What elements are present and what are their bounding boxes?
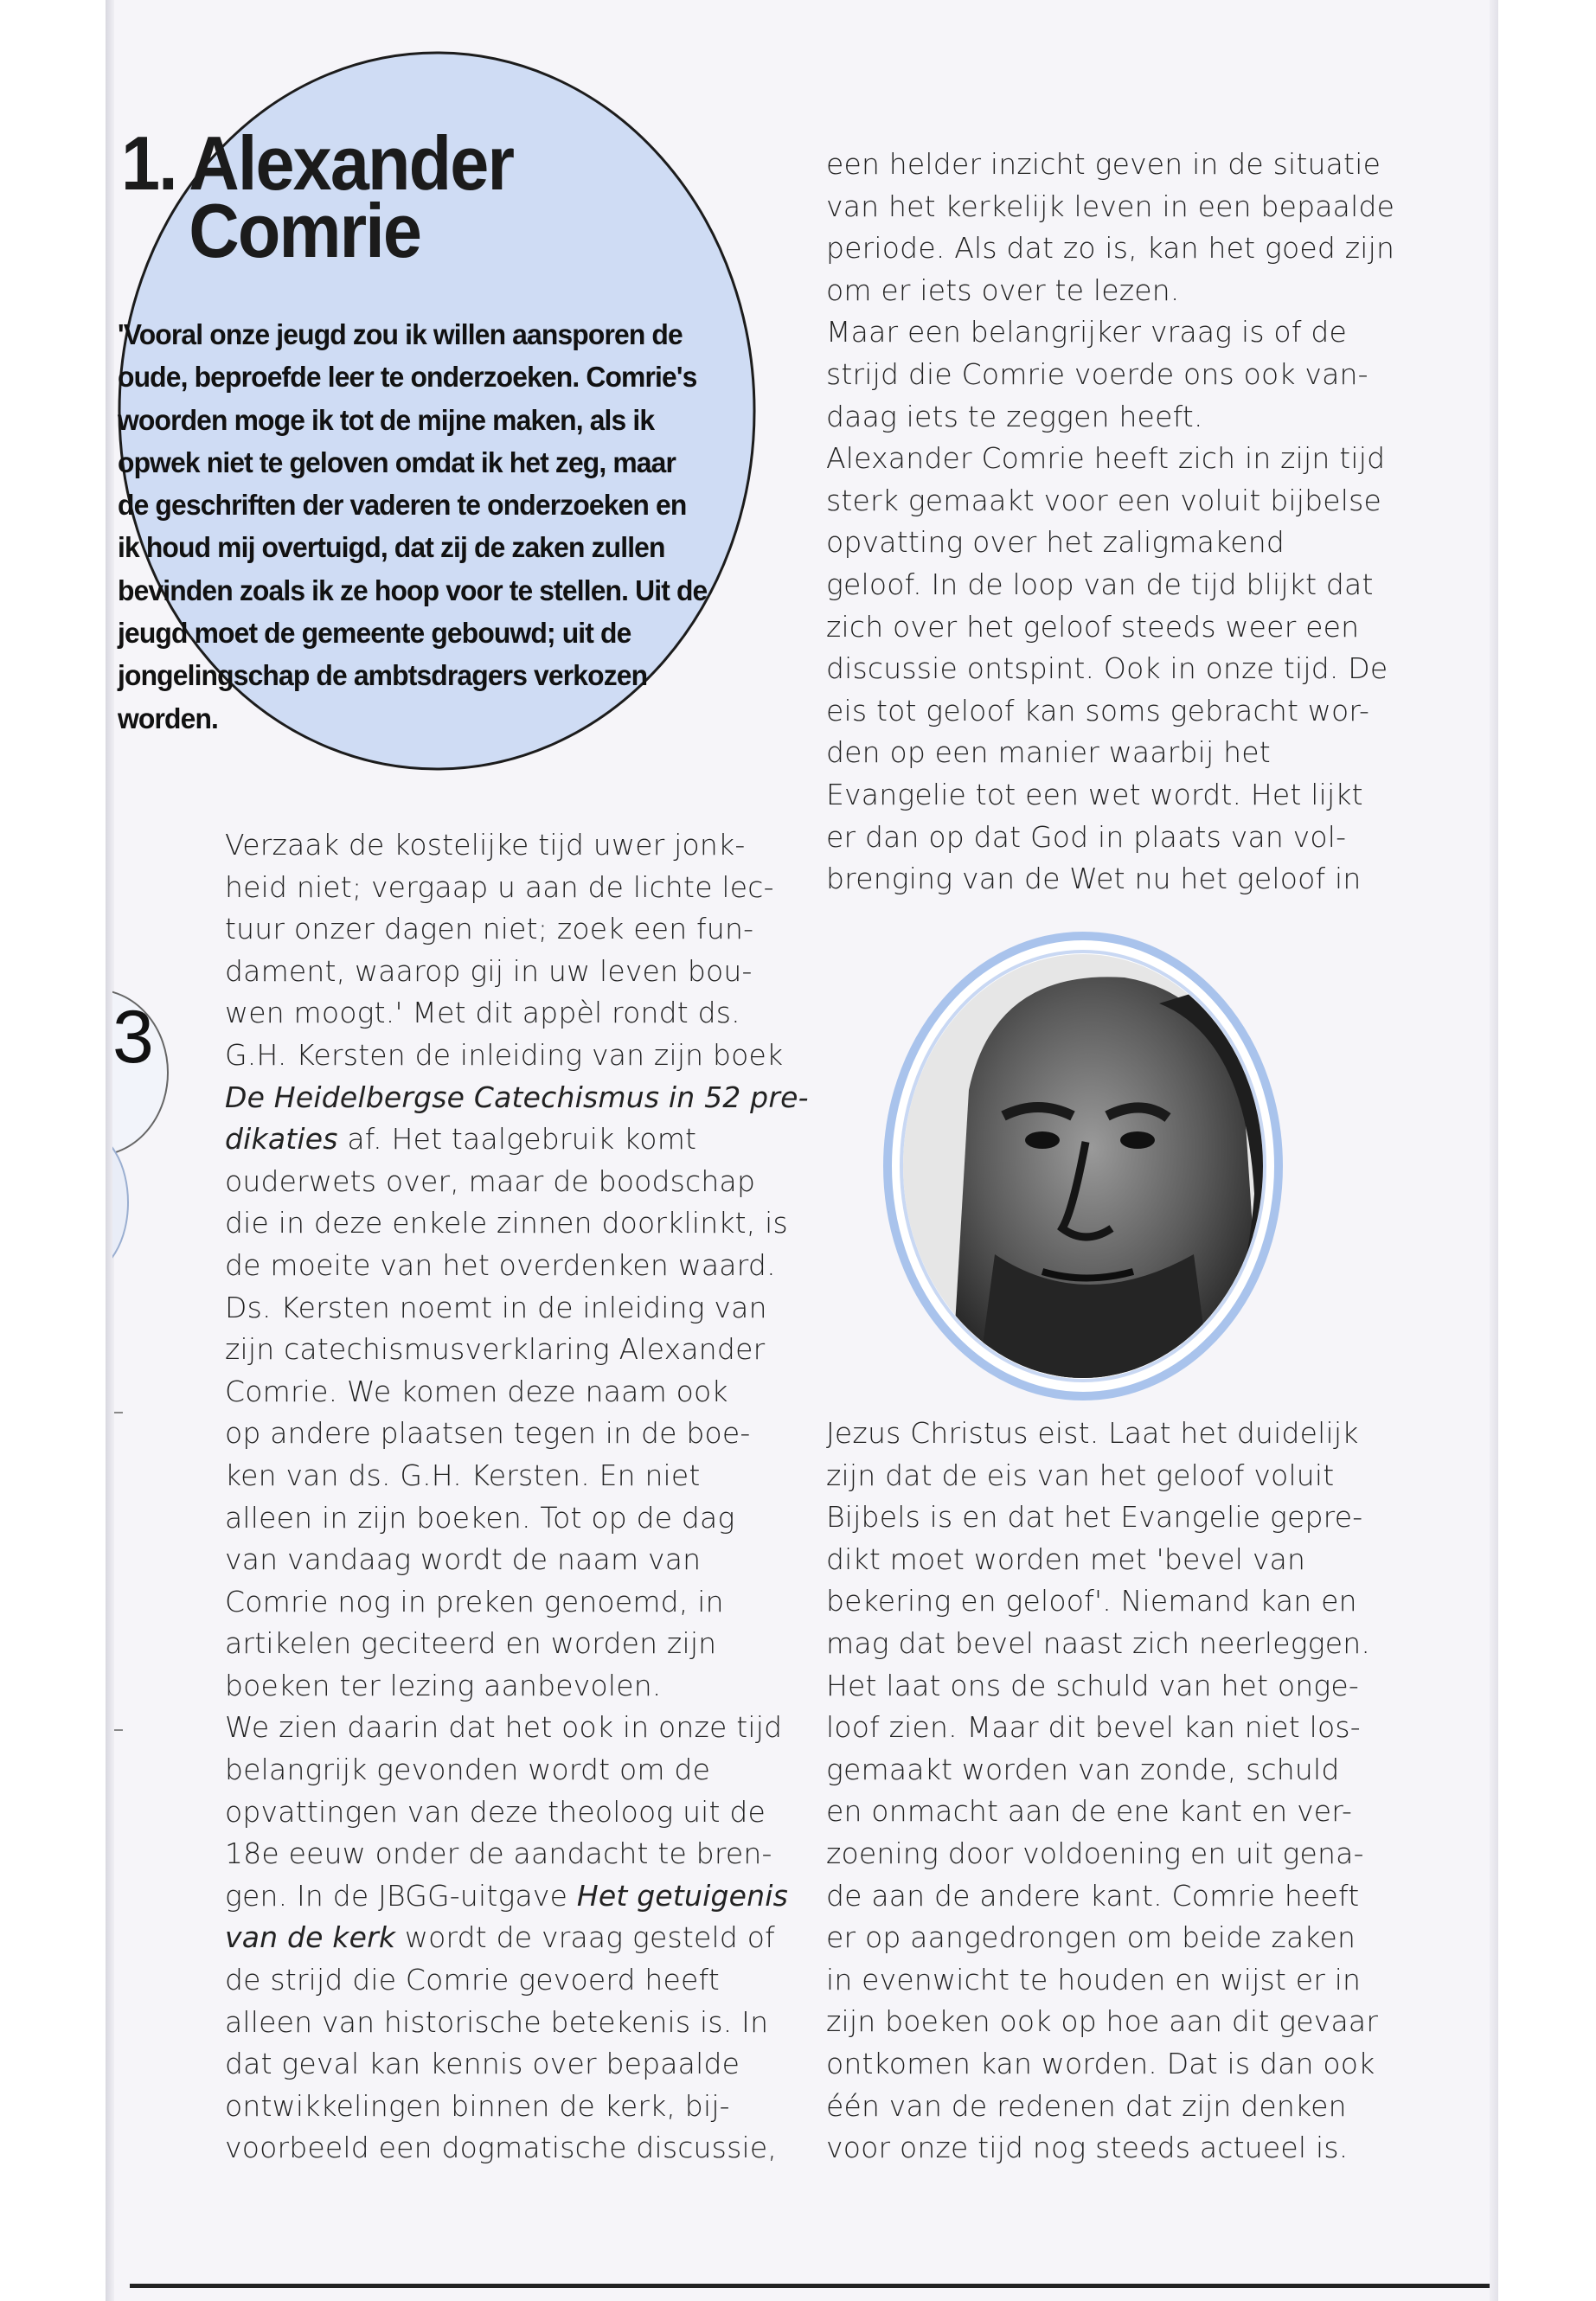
text-line: voorbeeld een dogmatische discussie, [225, 2131, 778, 2165]
text-line: opvattingen van deze theoloog uit de [225, 1794, 766, 1829]
text-line: daag iets te zeggen heeft. [826, 399, 1203, 433]
text-line: dat geval kan kennis over bepaalde [225, 2047, 740, 2081]
chapter-heading [121, 120, 514, 273]
text-line: er dan op dat God in plaats van vol- [826, 819, 1347, 854]
publication-title: van de kerk [225, 1920, 396, 1955]
text-line: die in deze enkele zinnen doorklinkt, is [225, 1206, 788, 1240]
text-line: Bijbels is en dat het Evangelie gepre- [826, 1500, 1363, 1535]
text-line: heid niet; vergaap u aan de lichte lec- [225, 869, 774, 904]
text-line: brenging van de Wet nu het geloof in [826, 862, 1362, 896]
text-line: van de kerk wordt de vraag gesteld of [225, 1920, 775, 1955]
text-line: Ds. Kersten noemt in de inleiding van [225, 1290, 767, 1324]
text-line: belangrijk gevonden wordt om de [225, 1753, 711, 1787]
right-column-bottom [826, 1413, 1378, 2170]
book-title: De Heidelbergse Catechismus in 52 pre- [225, 1080, 809, 1114]
left-column [225, 824, 809, 2170]
text-line: de moeite van het overdenken waard. [225, 1247, 776, 1282]
text-line: dament, waarop gij in uw leven bou- [225, 953, 753, 988]
text-line: periode. Als dat zo is, kan het goed zijn [826, 231, 1395, 266]
text-line: artikelen geciteerd en worden zijn [225, 1626, 717, 1661]
text-line: Alexander Comrie heeft zich in zijn tijd [826, 441, 1386, 476]
text-line: mag dat bevel naast zich neerleggen. [826, 1625, 1371, 1660]
text-line: Jezus Christus eist. Laat het duidelijk [826, 1416, 1359, 1450]
text-line: er op aangedrongen om beide zaken [826, 1920, 1356, 1955]
text-line: zijn dat de eis van het geloof voluit [826, 1458, 1335, 1492]
text-line: voor onze tijd nog steeds actueel is. [826, 2131, 1349, 2165]
text-line: strijd die Comrie voerde ons ook van- [826, 356, 1368, 391]
text-line: Het laat ons de schuld van het onge- [826, 1668, 1360, 1702]
text-line: zijn catechismusverklaring Alexander [225, 1332, 766, 1367]
text-line: Comrie nog in preken genoemd, in [225, 1584, 724, 1618]
text-line: de aan de andere kant. Comrie heeft [826, 1878, 1360, 1913]
text-line: gen. In de JBGG-uitgave Het getuigenis [225, 1878, 789, 1913]
text-line: gemaakt worden van zonde, schuld [826, 1752, 1340, 1786]
text-line: Maar een belangrijker vraag is of de [826, 315, 1347, 349]
text-line: één van de redenen dat zijn denken [826, 2088, 1347, 2123]
text-line [225, 1077, 809, 1119]
text-line: zoening door voldoening en uit gena- [826, 1836, 1364, 1870]
text-line: eis tot geloof kan soms gebracht wor- [826, 693, 1370, 727]
text-line: den op een manier waarbij het [826, 735, 1271, 770]
bottom-rule [130, 2284, 1490, 2288]
text-line: dikt moet worden met 'bevel van [826, 1541, 1306, 1576]
chapter-number: 1. [121, 120, 176, 206]
text-line: op andere plaatsen tegen in de boe- [225, 1416, 751, 1451]
text-line: wen moogt.' Met dit appèl rondt ds. [225, 996, 740, 1030]
text-line: ouderwets over, maar de boodschap [225, 1163, 756, 1198]
text-line: van het kerkelijk leven in een bepaalde [826, 189, 1395, 223]
text-line: om er iets over te lezen. [826, 272, 1180, 307]
side-tab-bubble-2 [42, 1131, 128, 1273]
text-line: bekering en geloof'. Niemand kan en [826, 1584, 1357, 1618]
text-line: 18e eeuw onder de aandacht te bren- [225, 1836, 772, 1871]
text-line: tuur onzer dagen niet; zoek een fun- [225, 912, 754, 946]
chapter-title-line2: Comrie [189, 188, 421, 273]
text-line: in evenwicht te houden en wijst er in [826, 1962, 1362, 1997]
text-line: en onmacht aan de ene kant en ver- [826, 1794, 1353, 1829]
text-line: ontkomen kan worden. Dat is dan ook [826, 2046, 1375, 2080]
text-line: sterk gemaakt voor een voluit bijbelse [826, 483, 1382, 517]
right-column-top [826, 144, 1394, 901]
text-line: zich over het geloof steeds weer een [826, 609, 1360, 644]
chapter-tab-number: 3 [112, 996, 154, 1079]
text-line: de strijd die Comrie gevoerd heeft [225, 1963, 720, 1997]
text-line: We zien daarin dat het ook in onze tijd [225, 1710, 783, 1745]
text-line: Verzaak de kostelijke tijd uwer jonk- [225, 828, 746, 862]
text-line: een helder inzicht geven in de situatie [826, 147, 1381, 181]
text-line: zijn boeken ook op hoe aan dit gevaar [826, 2004, 1379, 2039]
chapter-title-line1: Alexander [189, 120, 514, 206]
publication-title: Het getuigenis [576, 1878, 789, 1913]
text-line: discussie ontspint. Ook in onze tijd. De [826, 651, 1388, 686]
book-title: dikaties [225, 1122, 338, 1157]
text-line: opvatting over het zaligmakend [826, 525, 1285, 560]
text-line: geloof. In de loop van de tijd blijkt dat [826, 567, 1374, 601]
text-line: van vandaag wordt de naam van [225, 1542, 702, 1577]
text-line: ontwikkelingen binnen de kerk, bij- [225, 2088, 730, 2123]
text-line: alleen in zijn boeken. Tot op de dag [225, 1500, 735, 1535]
intro-quote: 'Vooral onze jeugd zou ik willen aansporen de oude, beproefde leer te onderzoeken. Comrie's woorden moge ik tot de mijne maken, als ik opwek niet te geloven omdat ik het zeg, maar de geschriften der vaderen te onderzoeken en ik houd mij overtuigd, dat zij de zaken zullen bevinden zoals ik ze hoop voor te stellen. Uit de jeugd moet de gemeente gebouwd; uit de jongelingschap de ambtsdragers verkozen worden. [118, 319, 708, 735]
text-line: dikaties af. Het taalgebruik komt [225, 1122, 697, 1157]
text-line: loof zien. Maar dit bevel kan niet los- [826, 1710, 1361, 1745]
text-line: boeken ter lezing aanbevolen. [225, 1668, 662, 1702]
text-line: alleen van historische betekenis is. In [225, 2004, 769, 2039]
text-line: G.H. Kersten de inleiding van zijn boek [225, 1037, 784, 1072]
text-line: Comrie. We komen deze naam ook [225, 1374, 728, 1408]
text-line: Evangelie tot een wet wordt. Het lijkt [826, 777, 1363, 811]
text-line: ken van ds. G.H. Kersten. En niet [225, 1458, 701, 1492]
